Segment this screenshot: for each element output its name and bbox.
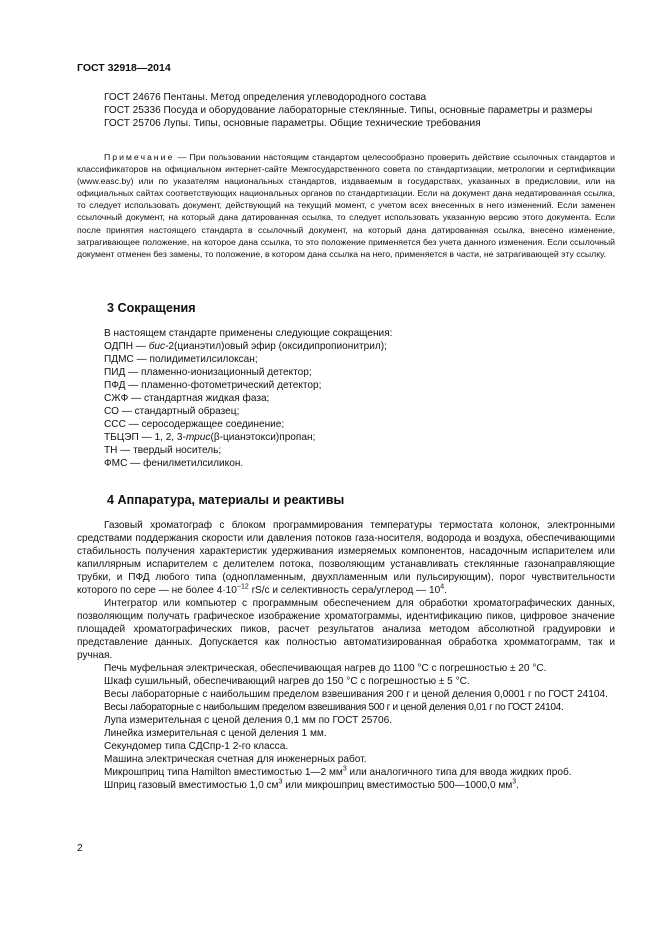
reference-item: ГОСТ 25706 Лупы. Типы, основные параметры. Общие технические требования — [104, 118, 481, 129]
paragraph-balance-500: Весы лабораторные с наибольшим пределом взвешивания 500 г и ценой деления 0,01 г по ГОСТ 24104. — [104, 702, 564, 713]
note-paragraph — [77, 151, 615, 260]
abbreviations-intro: В настоящем стандарте применены следующие сокращения: — [104, 328, 393, 339]
paragraph-balance-200: Весы лабораторные с наибольшим пределом взвешивания 200 г и ценой деления 0,0001 г по ГОСТ 24104. — [104, 689, 608, 700]
paragraph-furnace: Печь муфельная электрическая, обеспечивающая нагрев до 1100 °С с погрешностью ± 20 °С. — [104, 663, 547, 674]
document-header: ГОСТ 32918—2014 — [77, 62, 171, 74]
section-4-title: 4 Аппаратура, материалы и реактивы — [107, 493, 345, 507]
paragraph-ruler: Линейка измерительная с ценой деления 1 мм. — [104, 728, 327, 739]
abbr-item: ФМС — фенилметилсиликон. — [104, 458, 244, 469]
abbr-item: ПФД — пламенно-фотометрический детектор; — [104, 380, 322, 391]
paragraph-magnifier: Лупа измерительная с ценой деления 0,1 мм по ГОСТ 25706. — [104, 715, 393, 726]
note-label: Примечание — [104, 152, 175, 162]
abbr-item: СЖФ — стандартная жидкая фаза; — [104, 393, 270, 404]
references-list — [77, 91, 615, 130]
paragraph-integrator: Интегратор или компьютер с программным обеспечением для обработки хроматографических данных, позволяющим получать графическое изображение хроматограммы, идентификацию пиков, цифровое значение площадей хроматографических пиков, расчет результатов анализа методом абсолютной градуировки и представление данных. Допускается как полностью автоматизированная обработка хромматограмм, так и ручная. — [77, 598, 615, 661]
note-text: — При пользовании настоящим стандартом целесообразно проверить действие ссылочных стандартов и классификаторов на официальном интернет-сайте Межгосударственного совета по стандартизации, метрологии и сертификации (www.easc.by) или по указателям национальных стандартов, издаваемым в государствах, указанных в предисловии, или на официальных сайтах соответствующих национальных органов по стандартизации. Если на документ дана недатированная ссылка, то следует использовать документ, действующий на текущий момент, с учетом всех внесенных в него изменений. Если заменен ссылочный документ, на который дана датированная ссылка, то следует использовать указанную версию этого документа. Если после принятия настоящего стандарта в ссылочный документ, на который дана датированная ссылка, внесено изменение, затрагивающее положение, на которое дана ссылка, то это положение применяется без учета данного изменения. Если ссылочный документ отменен без замены, то положение, в котором дана ссылка на него, применяется в части, не затрагивающей эту ссылку. — [77, 152, 615, 259]
abbr-item: ТН — твердый носитель; — [104, 445, 222, 456]
paragraph-stopwatch: Секундомер типа СДСпр-1 2-го класса. — [104, 741, 289, 752]
section-4-body — [77, 519, 615, 792]
paragraph-gas-syringe: Шприц газовый вместимостью 1,0 $см^3$ или микрошприц вместимостью 500—1000,0 $мм^3$. — [104, 778, 519, 791]
abbr-item: ПИД — пламенно-ионизационный детектор; — [104, 367, 312, 378]
abbr-item: ОДПН — бис-2(цианэтил)овый эфир (оксидипропионитрил); — [104, 341, 387, 352]
abbr-item: ТБЦЭП — 1, 2, 3-трис(β-цианэтокси)пропан; — [104, 432, 316, 443]
reference-item: ГОСТ 25336 Посуда и оборудование лабораторные стеклянные. Типы, основные параметры и размеры — [104, 105, 593, 116]
abbr-item: ССС — серосодержащее соединение; — [104, 419, 285, 430]
abbreviations-list — [77, 327, 615, 470]
page-number: 2 — [77, 843, 83, 854]
section-3-title: 3 Сокращения — [107, 301, 196, 315]
paragraph-chromatograph: Газовый хроматограф с блоком программирования температуры термостата колонок, электронными средствами поддержания скорости или давления потоков газа-носителя, водорода и воздуха, обеспечивающими стабильность получения характеристик удерживания измеряемых компонентов, насадочным испарителем или капиллярным испарителем с делителем потока, позволяющим устанавливать стеклянные газонаправляющие трубки, и ПФД любого типа (однопламенным, двухпламенным или пульсирующим), порог чувствительности которого по сере — не более $4\cdot 10^{-12}$ rS/с и селективность сера/углерод — $10^4$. — [77, 520, 615, 596]
abbr-item: ПДМС — полидиметилсилоксан; — [104, 354, 258, 365]
abbr-item: СО — стандартный образец; — [104, 406, 240, 417]
reference-item: ГОСТ 24676 Пентаны. Метод определения углеводородного состава — [104, 92, 427, 103]
paragraph-oven: Шкаф сушильный, обеспечивающий нагрев до 150 °С с погрешностью ± 5 °С. — [104, 676, 470, 687]
paragraph-microsyringe: Микрошприц типа Hamilton вместимостью 1—2 $мм^3$ или аналогичного типа для ввода жидких проб. — [104, 765, 572, 778]
paragraph-calculator: Машина электрическая счетная для инженерных работ. — [104, 754, 367, 765]
